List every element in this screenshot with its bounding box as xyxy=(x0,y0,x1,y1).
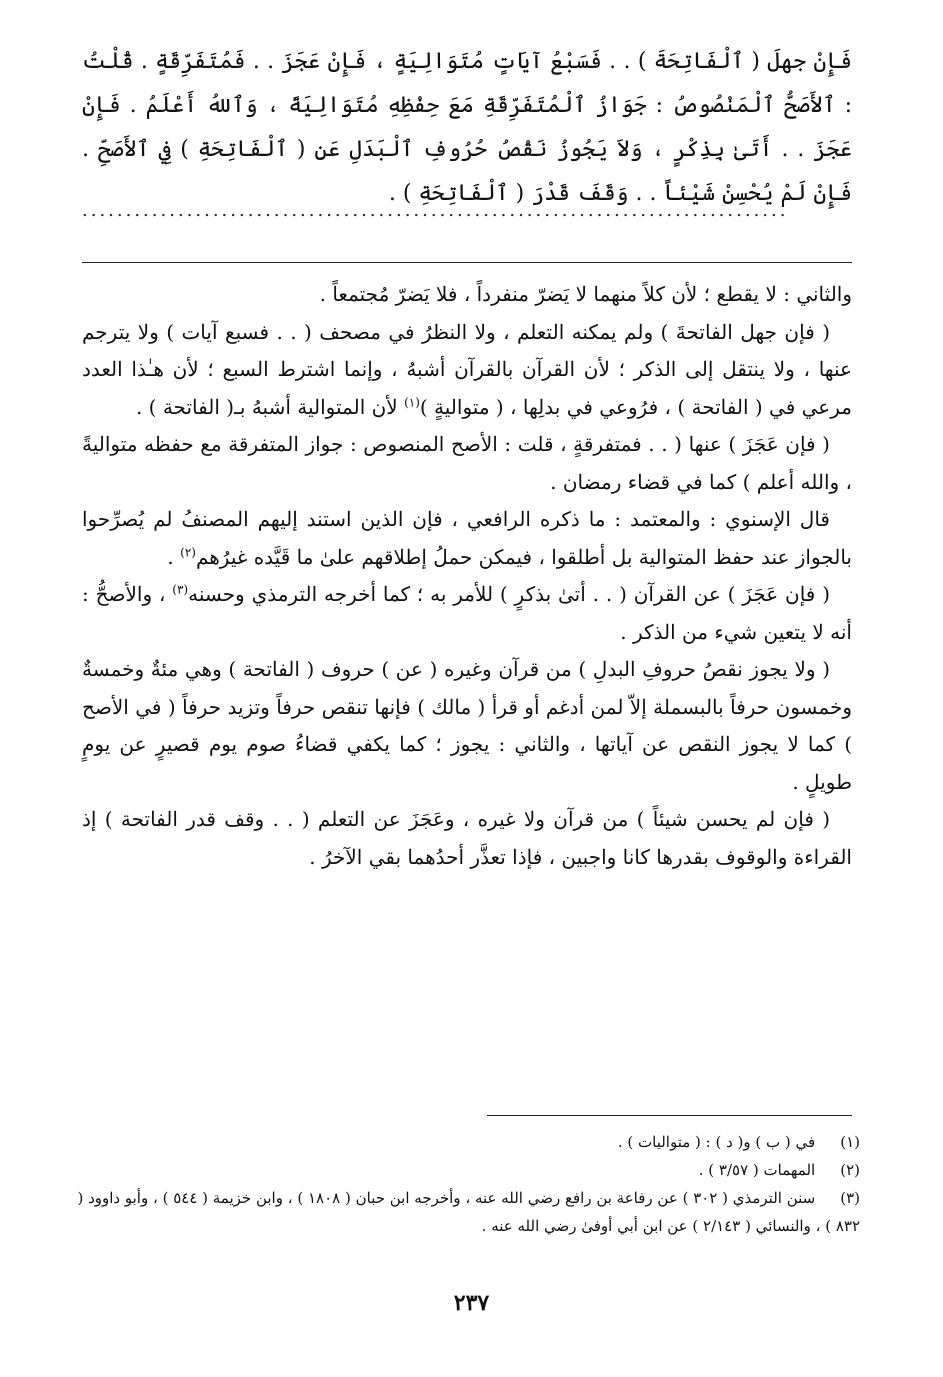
page-number: ٢٣٧ xyxy=(453,1290,490,1316)
commentary-paragraph-3: ( فإن عَجَزَ ) عنها ( . . فمتفرقةٍ ، قلت : الأصح المنصوص : جواز المتفرقة مع حفظه متواليةً ، والله أعلم ) كما في قضاء رمضان . xyxy=(82,432,852,494)
commentary-paragraph-7: ( فإن لم يحسن شيئاً ) من قرآن ولا غيره ، وعَجَزَ عن التعلم ( . . وقف قدر الفاتحة ) إذ القراءة والوقوف بقدرها كانا واجبين ، فإذا تعذَّر أحدُهما بقي الآخرُ . xyxy=(82,807,852,869)
dotted-leader: ................................................................................. xyxy=(82,200,789,221)
footnote-ref-3[interactable]: (٣) xyxy=(172,582,189,597)
footnote-1: (١) في ( ب ) و( د ) : ( متواليات ) . xyxy=(617,1133,860,1151)
main-text-paragraph: فَإِنْ جهلَ ( ٱلْفَاتِحَةَ ) . . فَسَبْعُ آيَاتٍ مُتَوَالِيَةٍ ، فَإِنْ عَجَزَ . . فَمُتَفَرِّقَةٍ . قُلْتُ : ٱلأَصَحُّ ٱلْمَنْصُوصُ : جَوَازُ ٱلْمُتَفَرِّقَةِ مَعَ حِفْظِهِ مُتَوَالِيَةً ، وَٱللهُ أَعْلَمُ . فَإِنْ عَجَزَ . . أَتَىٰ بِذِكْرٍ ، وَلاَ يَجُوزُ نَقْصُ حُرُوفِ ٱلْبَدَلِ عَنِ ( ٱلْفَاتِحَةِ ) فِي ٱلأَصَحِّ . فَإِنْ لَمْ يُحْسِنْ شَيْئاً . . وَقَفَ قَدْرَ ( ٱلْفَاتِحَةِ ) . xyxy=(82,49,852,206)
footnote-ref-1[interactable]: (١) xyxy=(404,394,420,409)
commentary-block xyxy=(82,276,852,876)
main-separator-rule xyxy=(82,262,852,263)
commentary-paragraph-6: ( ولا يجوز نقصُ حروفِ البدلِ ) من قرآن وغيره ( عن ) حروف ( الفاتحة ) وهي مئةٌ وخمسةٌ وخمسون حرفاً بالبسملة إلاّ لمن أدغم أو قرأ ( مالك ) فإنها تنقص حرفاً وتزيد حرفاً ( في الأصح ) كما لا يجوز النقص عن آياتها ، والثاني : يجوز ؛ كما يكفي قضاءُ صوم يوم قصيرٍ عن يومٍ طويلٍ . xyxy=(82,657,853,794)
main-text-block xyxy=(82,40,852,216)
footnotes xyxy=(70,1128,860,1240)
commentary-paragraph-2: ( فإن جهل الفاتحةَ ) ولم يمكنه التعلم ، ولا النظرُ في مصحف ( . . فسبع آيات ) ولا يترجم عنها ، ولا ينتقل إلى الذكر ؛ لأن القرآن بالقرآن أشبهُ ، وإنما اشترط السبع ؛ لأن هـٰذا العدد مرعي في ( الفاتحة ) ، فرُوعي في بدلِها ، ( متواليةٍ )$^{(١)}$ لأن المتوالية أشبهُ بـ( الفاتحة ) . xyxy=(82,319,852,419)
footnote-3: (٣) سنن الترمذي ( ٣٠٢ ) عن رفاعة بن رافع رضي الله عنه ، وأخرجه ابن حبان ( ١٨٠٨ ) ، وابن خزيمة ( ٥٤٤ ) ، وأبو داوود ( ٨٣٢ ) ، والنسائي ( ٢/١٤٣ ) عن ابن أبي أوفىٰ رضي الله عنه . xyxy=(77,1189,860,1235)
footnote-ref-2[interactable]: (٢) xyxy=(180,544,196,559)
commentary-paragraph-5: ( فإن عَجَزَ ) عن القرآن ( . . أتىٰ بذكرٍ ) للأمر به ؛ كما أخرجه الترمذي وحسنه$^{(٣)}$ ، والأصحُّ : أنه لا يتعين شيء من الذكر . xyxy=(82,582,852,644)
commentary-paragraph-1: والثاني : لا يقطع ؛ لأن كلاً منهما لا يَضرّ منفرداً ، فلا يَضرّ مُجتمعاً . xyxy=(319,282,852,306)
footnote-2: (٢) المهمات ( ٣/٥٧ ) . xyxy=(698,1161,860,1179)
footnote-separator-rule xyxy=(487,1115,852,1116)
commentary-paragraph-4: قال الإسنوي : والمعتمد : ما ذكره الرافعي ، فإن الذين استند إليهم المصنفُ لم يُصرِّحوا بالجواز عند حفظ المتوالية بل أطلقوا ، فيمكن حملُ إطلاقهم علىٰ ما قَيَّده غيرُهم$^{(٢)}$ . xyxy=(82,507,852,569)
